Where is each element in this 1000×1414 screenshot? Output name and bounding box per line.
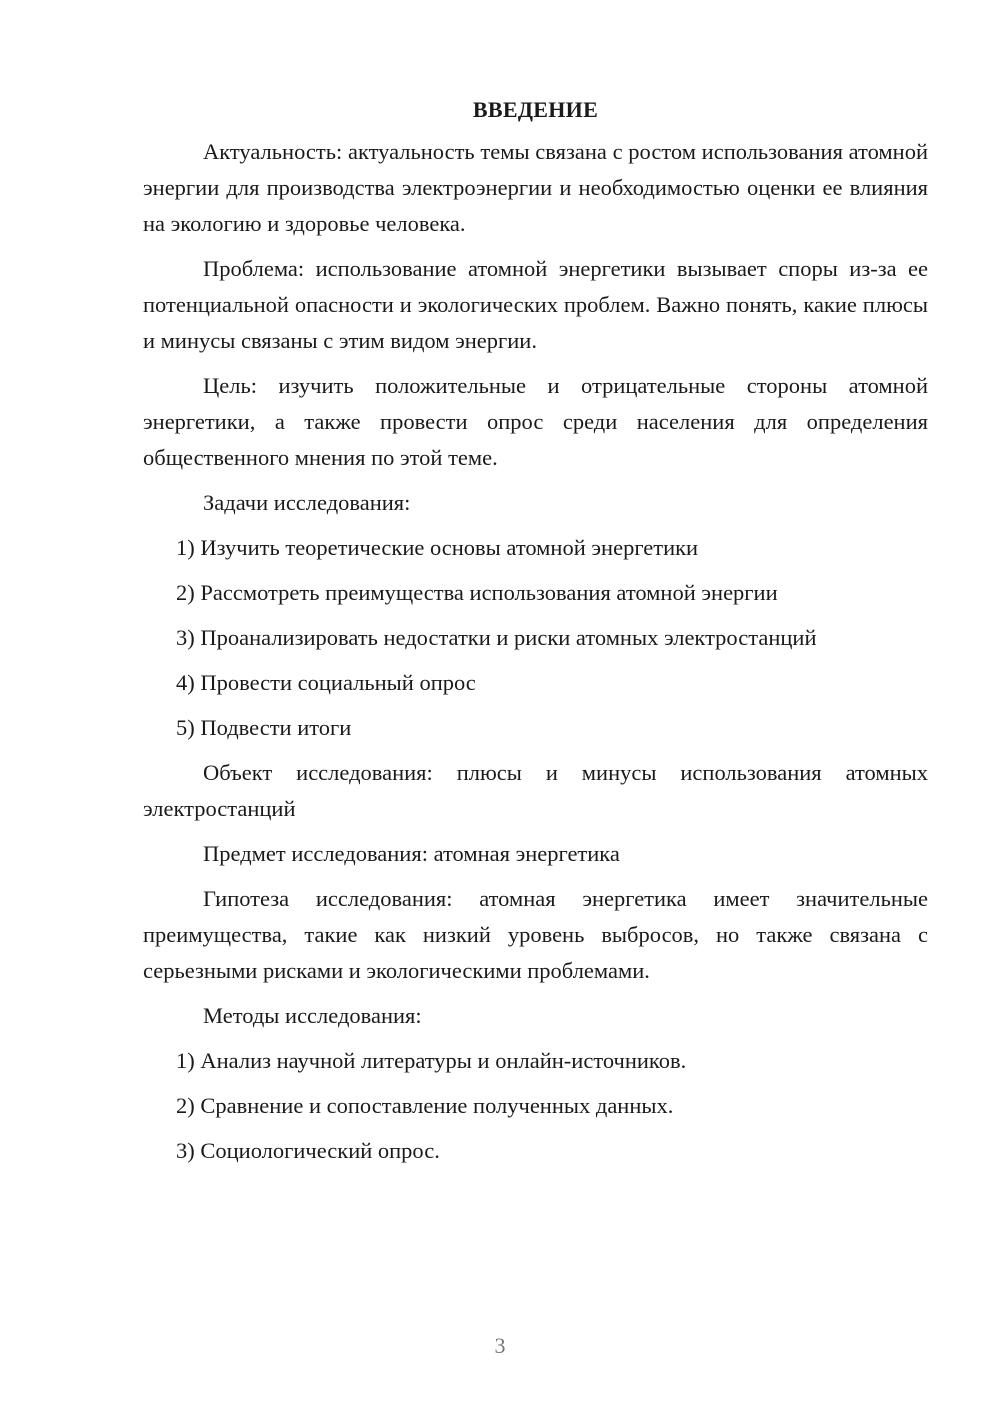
method-item-3: 3) Социологический опрос.: [176, 1138, 440, 1163]
subject-paragraph: Предмет исследования: атомная энергетика: [203, 841, 620, 866]
task-item-5: 5) Подвести итоги: [176, 715, 352, 740]
document-page: [143, 92, 928, 1178]
tasks-heading: Задачи исследования:: [203, 490, 411, 515]
relevance-paragraph: Актуальность: актуальность темы связана с ростом использования атомной энергии для производства электроэнергии и необходимостью оценки ее влияния на экологию и здоровье человека.: [143, 139, 928, 236]
task-item-3: 3) Проанализировать недостатки и риски атомных электростанций: [176, 625, 817, 650]
hypothesis-paragraph: Гипотеза исследования: атомная энергетика имеет значительные преимущества, такие как низкий уровень выбросов, но также связана с серьезными рисками и экологическими проблемами.: [143, 886, 928, 983]
page-number: 3: [494, 1333, 506, 1358]
method-item-1: 1) Анализ научной литературы и онлайн-источников.: [176, 1048, 687, 1073]
method-item-2: 2) Сравнение и сопоставление полученных данных.: [176, 1093, 674, 1118]
object-paragraph: Объект исследования: плюсы и минусы использования атомных электростанций: [143, 760, 928, 821]
task-item-1: 1) Изучить теоретические основы атомной энергетики: [176, 535, 699, 560]
page-title: ВВЕДЕНИЕ: [472, 97, 599, 122]
methods-heading: Методы исследования:: [203, 1003, 422, 1028]
problem-paragraph: Проблема: использование атомной энергетики вызывает споры из-за ее потенциальной опасности и экологических проблем. Важно понять, какие плюсы и минусы связаны с этим видом энергии.: [143, 256, 928, 353]
task-item-4: 4) Провести социальный опрос: [176, 670, 476, 695]
task-item-2: 2) Рассмотреть преимущества использования атомной энергии: [176, 580, 778, 605]
goal-paragraph: Цель: изучить положительные и отрицательные стороны атомной энергетики, а также провести опрос среди населения для определения общественного мнения по этой теме.: [143, 373, 928, 470]
